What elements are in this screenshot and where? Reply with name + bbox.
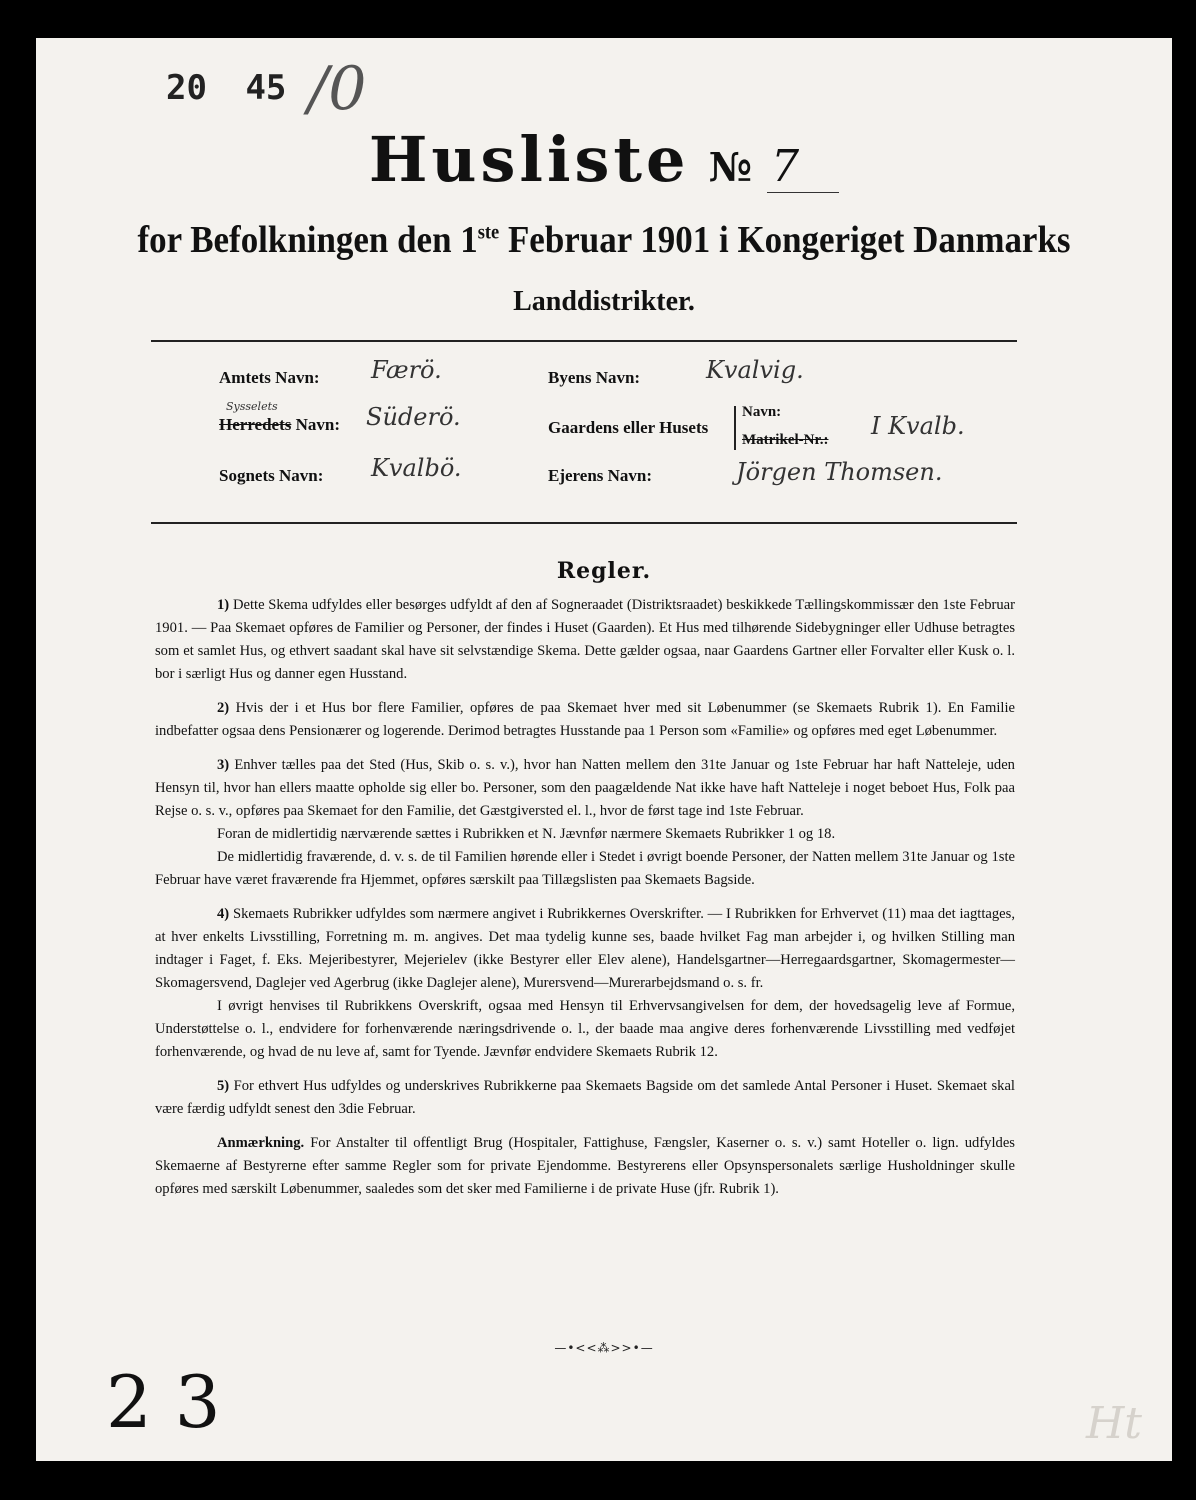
gaard-value: I Kvalb. [871,412,965,440]
divider-bottom [151,522,1017,524]
remark [155,1132,1015,1201]
rule-3 [155,754,1015,823]
handwritten-mark: /0 [308,54,367,124]
rule-3a-text: Foran de midlertidig nærværende sættes i Rubrikken et N. Jævnfør nærmere Skemaets Rubrikker 1 og 18. [217,826,836,842]
title-row [36,123,1172,196]
archive-stamp [166,68,304,108]
subtitle [81,218,1126,262]
amt-value: Færö. [371,356,442,384]
herred-note: Sysselets [226,400,278,413]
gaard-matr-label: Matrikel-Nr.: [742,432,829,448]
rules-heading: Regler. [556,558,652,584]
herred-value: Süderö. [366,403,461,431]
list-number: 7 [767,141,839,193]
rule-5-number: 5) [217,1078,230,1094]
herred-label [219,415,340,435]
subtitle-district: Landdistrikter. [513,286,695,317]
rule-2 [155,697,1015,743]
rule-5-text: For ethvert Hus udfyldes og underskrives Rubrikkerne paa Skemaets Bagside om det samlede Antal Personer i Huset. Skemaet skal være færdig udfyldt senest den 3die Februar. [155,1078,1015,1117]
rules-list [155,594,1015,1201]
rule-3b-text: De midlertidig fraværende, d. v. s. de til Familien hørende eller i Stedet i øvrigt boende Personer, der Natten mellem 31te Januar og 1ste Februar have været fraværende fra Hjemmet, opføres særskilt paa Tillægslisten paa Skemaets Bagside. [155,849,1015,888]
sogn-value: Kvalbö. [371,454,462,482]
rule-4-cont [155,995,1015,1064]
rule-4a-text: I øvrigt henvises til Rubrikkens Overskrift, ogsaa med Hensyn til Erhvervsangivelsen for dem, der hovedsagelig leve af Formue, Understøttelse o. l., endvidere for forhenværende næringsdrivende o. l., der baade maa angive deres forhenværende Livsstilling med vedføjet forhenværende, og hvad de nu leve af, samt for Tyende. Jævnfør endvidere Skemaets Rubrik 12. [155,998,1015,1060]
by-label: Byens Navn: [548,368,641,387]
rule-4-number: 4) [217,906,230,922]
rule-2-number: 2) [217,700,230,716]
gaard-label: Gaardens eller Husets [548,418,709,437]
rule-1-text: Dette Skema udfyldes eller besørges udfyldt af den af Sogneraadet (Distriktsraadet) beskikkede Tællingskommissær den 1ste Februar 1901. — Paa Skemaet opføres de Familier og Personer, der findes i Huset (Gaarden). Et Hus med tilhørende Sidebygninger eller Udhuse betragtes som et samlet Hus, og ethvert saadant skal have sit selvstændige Skema. Dette gælder ogsaa, naar Gaardens Gartner eller Forvalter eller Kusk o. l. bor i særligt Hus og danner egen Husstand. [155,597,1015,682]
rule-4 [155,903,1015,995]
subtitle-part-2: Februar 1901 i Kongeriget Danmarks [499,219,1071,261]
handwritten-numbers: 2 3 [106,1360,221,1444]
herred-label-rest: Navn: [295,415,341,434]
rule-3-cont-b [155,846,1015,892]
bracket [734,406,736,450]
faint-mark: Ht [1085,1398,1142,1449]
number-sign: № [708,144,753,191]
by-value: Kvalvig. [706,356,804,384]
rule-5 [155,1075,1015,1121]
amt-label: Amtets Navn: [219,368,320,387]
remark-text: For Anstalter til offentligt Brug (Hospitaler, Fattighuse, Fængsler, Kaserner o. s. v.) samt Hoteller o. lign. udfyldes Skemaerne af Bestyrerne efter samme Regler som for private Ejendomme. Bestyrerens eller Opsynspersonalets særlige Husholdninger skulle opføres med særskilt Løbenummer, saaledes som det sker med Familierne i de private Huse (jfr. Rubrik 1). [155,1135,1015,1197]
sogn-label: Sognets Navn: [219,466,324,485]
ornament-divider: —•<<⁂>>•— [554,1341,654,1355]
rule-3-text: Enhver tælles paa det Sted (Hus, Skib o. s. v.), hvor han Natten mellem den 31te Januar og 1ste Februar har haft Natteleje, uden Hensyn til, hvor han ellers maatte opholde sig eller bo. Personer, som den paagældende Nat ikke have haft Natteleje i noget beboet Hus, Folk paa Rejse o. s. v., opføres paa Skemaet for den Familie, det Gæstgiversted el. l., hvor de først tage ind 1ste Februar. [155,757,1015,819]
remark-label: Anmærkning. [217,1135,305,1151]
rule-3-number: 3) [217,757,230,773]
stamp-number-1: 20 [166,68,207,108]
rule-4-text: Skemaets Rubrikker udfyldes som nærmere angivet i Rubrikkernes Overskrifter. — I Rubrikken for Erhvervet (11) maa det iagttages, at hver enkelts Livsstilling, Forretning m. m. angives. Det maa tydelig kunne ses, baade hvilket Fag man arbejder i, og hvilken Stilling man indtager i Faget, f. Eks. Mejeribestyrer, Mejerielev (ikke Bestyrer eller Elev alene), Handelsgartner—Herregaardsgartner, Skomagermester—Skomagersvend, Daglejer ved Agerbrug (ikke Daglejer alene), Murersvend—Murerarbejdsmand o. s. fr. [155,906,1015,991]
rule-1 [155,594,1015,686]
stamp-number-2: 45 [245,68,287,108]
ejer-label: Ejerens Navn: [548,466,653,485]
ejer-value: Jörgen Thomsen. [736,458,943,486]
divider-top [151,340,1017,342]
rule-2-text: Hvis der i et Hus bor flere Familier, opføres de paa Skemaet hver med sit Løbenummer (se Skemaets Rubrik 1). En Familie indbefatter ogsaa dens Pensionærer og logerende. Derimod betragtes Husstande paa 1 Person som «Familie» og opføres med eget Løbenummer. [155,700,1015,739]
herred-label-struck: Herredets [219,415,292,434]
subtitle-sup: ste [477,221,500,244]
census-form-sheet [36,38,1172,1461]
rule-3-cont-a [155,823,1015,846]
subtitle-part-1: for Befolkningen den 1 [137,219,478,261]
gaard-navn-label: Navn: [742,404,782,420]
rule-1-number: 1) [217,597,230,613]
page-title: Husliste [368,123,690,196]
